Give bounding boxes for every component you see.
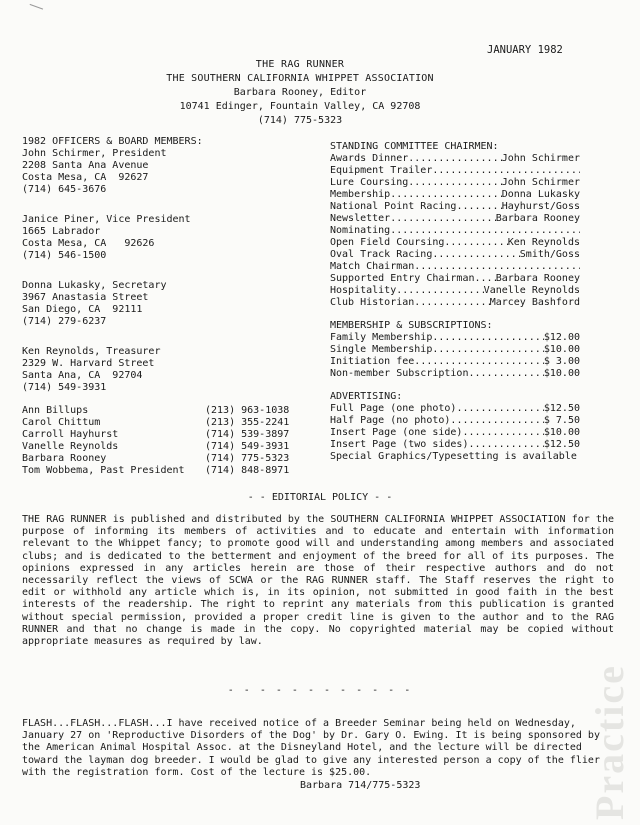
roster-phone: (714) 848-8971 (205, 465, 290, 476)
dot-leader (456, 201, 501, 213)
committee-row (330, 297, 580, 309)
committee-list (330, 153, 590, 309)
dot-leader (475, 273, 496, 285)
advertising-row (330, 403, 580, 415)
dot-leader (390, 225, 580, 237)
officer-phone: (714) 279-6237 (22, 316, 107, 327)
committee-row (330, 237, 580, 249)
committee-value: Barbara Rooney (495, 273, 580, 284)
roster-name: Barbara Rooney (22, 453, 107, 464)
membership-row (330, 344, 580, 356)
committee-value: Donna Lukasky (501, 189, 580, 200)
advertising-value: $12.50 (543, 439, 580, 450)
committee-value: Barbara Rooney (495, 213, 580, 224)
officer-name: John Schirmer, President (22, 148, 167, 159)
committee-row (330, 249, 580, 261)
dot-leader (390, 189, 502, 201)
committee-row (330, 261, 580, 273)
committee-label: Lure Coursing (330, 177, 409, 188)
flash-signature: Barbara 714/775-5323 (300, 780, 421, 791)
roster-row (22, 441, 289, 453)
roster-row (22, 405, 289, 417)
committee-label: Awards Dinner (330, 153, 409, 164)
membership-list (330, 332, 590, 380)
officer-phone: (714) 645-3676 (22, 184, 107, 195)
roster-name: Ann Billups (22, 405, 89, 416)
committee-row (330, 213, 580, 225)
dot-leader (432, 344, 544, 356)
officers-heading: 1982 OFFICERS & BOARD MEMBERS: (22, 136, 203, 147)
membership-label: Family Membership (330, 332, 433, 343)
advertising-label: Insert Page (one side) (330, 427, 463, 438)
committee-label: Newsletter (330, 213, 391, 224)
advertising-value: $12.50 (543, 403, 580, 414)
roster-row (22, 429, 289, 441)
advertising-value: $10.00 (543, 427, 580, 438)
masthead (150, 58, 450, 128)
bleed-through-text: Practice (587, 664, 632, 820)
board-roster (22, 405, 289, 477)
officer-name: Janice Piner, Vice President (22, 214, 191, 225)
dot-leader (390, 213, 495, 225)
committee-heading: STANDING COMMITTEE CHAIRMEN: (330, 141, 499, 152)
officer-city: Costa Mesa, CA 92626 (22, 238, 155, 249)
officer-city: Costa Mesa, CA 92627 (22, 172, 149, 183)
officer-street: 2208 Santa Ana Avenue (22, 160, 149, 171)
advertising-heading: ADVERTISING: (330, 391, 403, 402)
editorial-policy-text: THE RAG RUNNER is published and distributed by the SOUTHERN CALIFORNIA WHIPPET ASSOCIATION for the purpose of informing its members of activities and to educate and entertain with information relevant to the Whippet fancy; to promote good will and understanding among members and associated clubs; and is dedicated to the betterment and enjoyment of the breed for all of its purposes. The opinions expressed in any articles herein are those of their respective authors and do not necessarily reflect the views of SCWA or the RAG RUNNER staff. The Staff reserves the right to edit or withhold any article which is, in its opinion, not submitted in good faith in the best interests of the readership. The right to reprint any materials from this publication is granted without special permission, provided a proper credit line is given to the author and to the RAG RUNNER and that no change is made in the copy. No copyrighted material may be copied without appropriate measures as required by law. (22, 514, 614, 648)
advertising-note: Special Graphics/Typesetting is available (330, 451, 577, 462)
dot-leader (432, 165, 580, 177)
officer-city: Santa Ana, CA 92704 (22, 370, 143, 381)
membership-heading: MEMBERSHIP & SUBSCRIPTIONS: (330, 320, 493, 331)
advertising-list (330, 403, 590, 451)
roster-name: Carol Chittum (22, 417, 101, 428)
committee-row (330, 273, 580, 285)
roster-name: Vanelle Reynolds (22, 441, 119, 452)
roster-name: Tom Wobbema, Past President (22, 465, 185, 476)
officer-street: 1665 Labrador (22, 226, 101, 237)
committee-row (330, 285, 580, 297)
dot-leader (444, 237, 507, 249)
committee-row (330, 165, 580, 177)
committee-label: Open Field Coursing (330, 237, 445, 248)
membership-label: Initiation fee (330, 356, 415, 367)
committee-label: Hospitality (330, 285, 397, 296)
officer-entry (22, 280, 312, 328)
membership-value: $10.00 (543, 368, 580, 379)
committee-row (330, 201, 580, 213)
committee-value: Ken Reynolds (507, 237, 580, 248)
committee-row (330, 189, 580, 201)
dot-leader (468, 368, 543, 380)
committee-label: Oval Track Racing (330, 249, 433, 260)
dot-leader (408, 153, 501, 165)
dot-leader (432, 249, 519, 261)
committee-label: Club Historian (330, 297, 415, 308)
membership-row (330, 356, 580, 368)
roster-phone: (714) 775-5323 (205, 453, 290, 464)
advertising-row (330, 427, 580, 439)
membership-row (330, 332, 580, 344)
advertising-label: Half Page (no photo) (330, 415, 451, 426)
committee-label: Nominating (330, 225, 391, 236)
roster-row (22, 417, 289, 429)
dot-leader (450, 415, 543, 427)
committee-label: Equipment Trailer (330, 165, 433, 176)
committee-row (330, 153, 580, 165)
dot-leader (468, 439, 543, 451)
officer-entry (22, 214, 312, 262)
flash-notice: FLASH...FLASH...FLASH...I have received notice of a Breeder Seminar being held on Wednesday, January 27 on 'Reproductive Disorders of the Dog' by Dr. Gary O. Ewing. It is being sponsored by the American Animal Hospital Assoc. at the Disneyland Hotel, and the lecture will be directed toward the layman dog breeder. I would be glad to give any interested person a copy of the flier with the registration form. Cost of the lecture is $25.00. (22, 718, 600, 778)
officer-street: 2329 W. Harvard Street (22, 358, 155, 369)
roster-row (22, 453, 289, 465)
newsletter-title: THE RAG RUNNER (255, 59, 345, 70)
dot-leader (432, 332, 544, 344)
editor-address: 10741 Edinger, Fountain Valley, CA 92708 (179, 101, 421, 112)
dot-leader (414, 261, 580, 273)
officer-street: 3967 Anastasia Street (22, 292, 149, 303)
officer-phone: (714) 549-3931 (22, 382, 107, 393)
committee-value: John Schirmer (501, 177, 580, 188)
policy-title: - - EDITORIAL POLICY - - (247, 492, 393, 503)
organization-name: THE SOUTHERN CALIFORNIA WHIPPET ASSOCIATION (166, 73, 434, 84)
committee-value: Marcey Bashford (489, 297, 580, 308)
committee-value: Hayhurst/Goss (501, 201, 580, 212)
advertising-row (330, 415, 580, 427)
committee-row (330, 225, 580, 237)
membership-value: $12.00 (543, 332, 580, 343)
membership-value: $10.00 (543, 344, 580, 355)
membership-value: $ 3.00 (543, 356, 580, 367)
dot-leader (414, 297, 489, 309)
officer-entry (22, 346, 312, 394)
committee-label: Match Chairman (330, 261, 415, 272)
officers-section (22, 136, 312, 405)
roster-phone: (213) 355-2241 (205, 417, 290, 428)
dot-leader (408, 177, 501, 189)
roster-row (22, 465, 289, 477)
advertising-value: $ 7.50 (543, 415, 580, 426)
advertising-label: Insert Page (two sides) (330, 439, 469, 450)
committee-label: National Point Racing (330, 201, 457, 212)
officer-phone: (714) 546-1500 (22, 250, 107, 261)
dot-leader (462, 427, 543, 439)
roster-phone: (213) 963-1038 (205, 405, 290, 416)
committee-value: Vanelle Reynolds (483, 285, 580, 296)
roster-phone: (714) 539-3897 (205, 429, 290, 440)
committee-row (330, 177, 580, 189)
issue-date: JANUARY 1982 (487, 44, 563, 56)
advertising-label: Full Page (one photo) (330, 403, 457, 414)
membership-label: Non-member Subscription (330, 368, 469, 379)
officer-name: Donna Lukasky, Secretary (22, 280, 167, 291)
right-column (330, 141, 590, 463)
dot-leader (456, 403, 543, 415)
section-divider: - - - - - - - - - - - - (227, 685, 413, 696)
committee-value: Smith/Goss (519, 249, 580, 260)
dot-leader (396, 285, 483, 297)
officer-entry (22, 148, 312, 196)
membership-row (330, 368, 580, 380)
committee-value: John Schirmer (501, 153, 580, 164)
officer-city: San Diego, CA 92111 (22, 304, 143, 315)
committee-label: Membership (330, 189, 391, 200)
editor-phone: (714) 775-5323 (257, 115, 343, 126)
committee-label: Supported Entry Chairman (330, 273, 475, 284)
editor-line: Barbara Rooney, Editor (233, 87, 367, 98)
dot-leader (414, 356, 544, 368)
advertising-row (330, 439, 580, 451)
roster-phone: (714) 549-3931 (205, 441, 290, 452)
roster-name: Carroll Hayhurst (22, 429, 119, 440)
paper-mark (27, 4, 43, 17)
membership-label: Single Membership (330, 344, 433, 355)
officer-name: Ken Reynolds, Treasurer (22, 346, 161, 357)
